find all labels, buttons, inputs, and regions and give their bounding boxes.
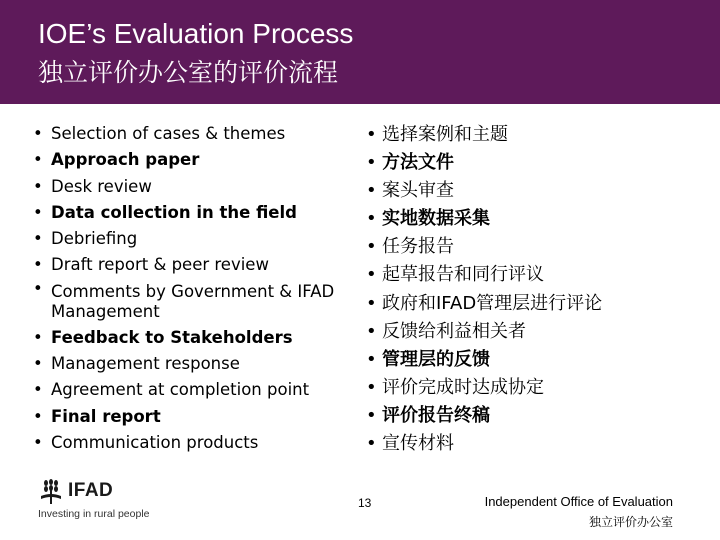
list-item (366, 233, 706, 261)
list-item-text: 选择案例和主题 (382, 124, 508, 145)
list-item (33, 351, 348, 377)
bullet-icon: • (366, 320, 377, 342)
bullet-icon: • (366, 348, 377, 370)
bullet-icon: • (366, 236, 377, 258)
list-item (33, 252, 348, 278)
logo-tagline: Investing in rural people (38, 508, 150, 520)
list-item-text: 评价报告终稿 (382, 404, 490, 426)
list-item (33, 147, 348, 173)
list-item (33, 226, 348, 252)
list-item-text: 起草报告和同行评议 (382, 264, 544, 286)
list-item (33, 174, 348, 200)
process-list-zh (366, 121, 706, 458)
bullet-icon: • (366, 124, 377, 145)
list-item (33, 279, 348, 325)
bullet-icon: • (33, 354, 43, 374)
office-name-en: Independent Office of Evaluation (484, 494, 673, 509)
bullet-icon: • (33, 176, 43, 196)
list-item (33, 404, 348, 430)
list-item (33, 430, 348, 456)
list-item-text: 任务报告 (382, 236, 454, 258)
bullet-icon: • (366, 404, 377, 426)
list-item-text: 宣传材料 (382, 433, 454, 455)
wheat-icon (38, 478, 66, 506)
list-item (366, 290, 706, 318)
list-item (33, 121, 348, 147)
bullet-icon: • (33, 124, 43, 143)
list-item-text: Debriefing (51, 229, 138, 249)
list-item-text: Agreement at completion point (51, 380, 310, 400)
list-item (366, 374, 706, 402)
list-item-text: Comments by Government & IFAD Management (51, 281, 335, 321)
list-item-text: 案头审查 (382, 180, 454, 202)
bullet-icon: • (33, 432, 43, 452)
bullet-icon: • (366, 376, 377, 398)
bullet-icon: • (366, 264, 377, 286)
list-item-text: Approach paper (51, 150, 200, 170)
list-item-text: 管理层的反馈 (382, 348, 490, 370)
title-banner (0, 0, 720, 104)
process-list-en (33, 121, 348, 456)
bullet-icon: • (33, 202, 43, 222)
bullet-icon: • (366, 292, 377, 314)
bullet-icon: • (33, 380, 43, 400)
list-item-text: Selection of cases & themes (51, 124, 286, 143)
list-item-text: 反馈给利益相关者 (382, 320, 526, 342)
bullet-icon: • (33, 406, 43, 426)
logo-wordmark: IFAD (68, 480, 114, 501)
list-item (366, 402, 706, 430)
slide-title-en: IOE’s Evaluation Process (38, 18, 354, 49)
bullet-icon: • (33, 327, 43, 347)
bullet-icon: • (33, 150, 43, 170)
bullet-icon: • (366, 180, 377, 202)
bullet-icon: • (33, 229, 43, 249)
page-number: 13 (358, 496, 372, 510)
bullet-icon: • (33, 278, 43, 298)
list-item (366, 149, 706, 177)
ifad-logo (38, 478, 168, 524)
list-item-text: 政府和IFAD管理层进行评论 (382, 292, 603, 314)
bullet-icon: • (366, 433, 377, 455)
list-item (33, 200, 348, 226)
list-item-text: 方法文件 (382, 152, 454, 174)
bullet-icon: • (366, 208, 377, 230)
list-item-text: 评价完成时达成协定 (382, 376, 544, 398)
list-item (366, 430, 706, 458)
list-item (366, 318, 706, 346)
list-item-text: Management response (51, 354, 240, 374)
list-item-text: Draft report & peer review (51, 255, 269, 275)
list-item-text: 实地数据采集 (382, 208, 490, 230)
list-item (366, 177, 706, 205)
bullet-icon: • (366, 152, 377, 174)
list-item (366, 261, 706, 289)
list-item-text: Data collection in the field (51, 202, 297, 222)
list-item-text: Final report (51, 406, 161, 426)
list-item (33, 325, 348, 351)
list-item (366, 121, 706, 149)
office-name-zh: 独立评价办公室 (588, 515, 673, 529)
list-item (366, 346, 706, 374)
list-item-text: Feedback to Stakeholders (51, 327, 293, 347)
list-item-text: Desk review (51, 176, 152, 196)
list-item (33, 377, 348, 403)
list-item (366, 205, 706, 233)
slide-title-zh: 独立评价办公室的评价流程 (38, 58, 339, 87)
list-item-text: Communication products (51, 432, 259, 452)
bullet-icon: • (33, 255, 43, 275)
